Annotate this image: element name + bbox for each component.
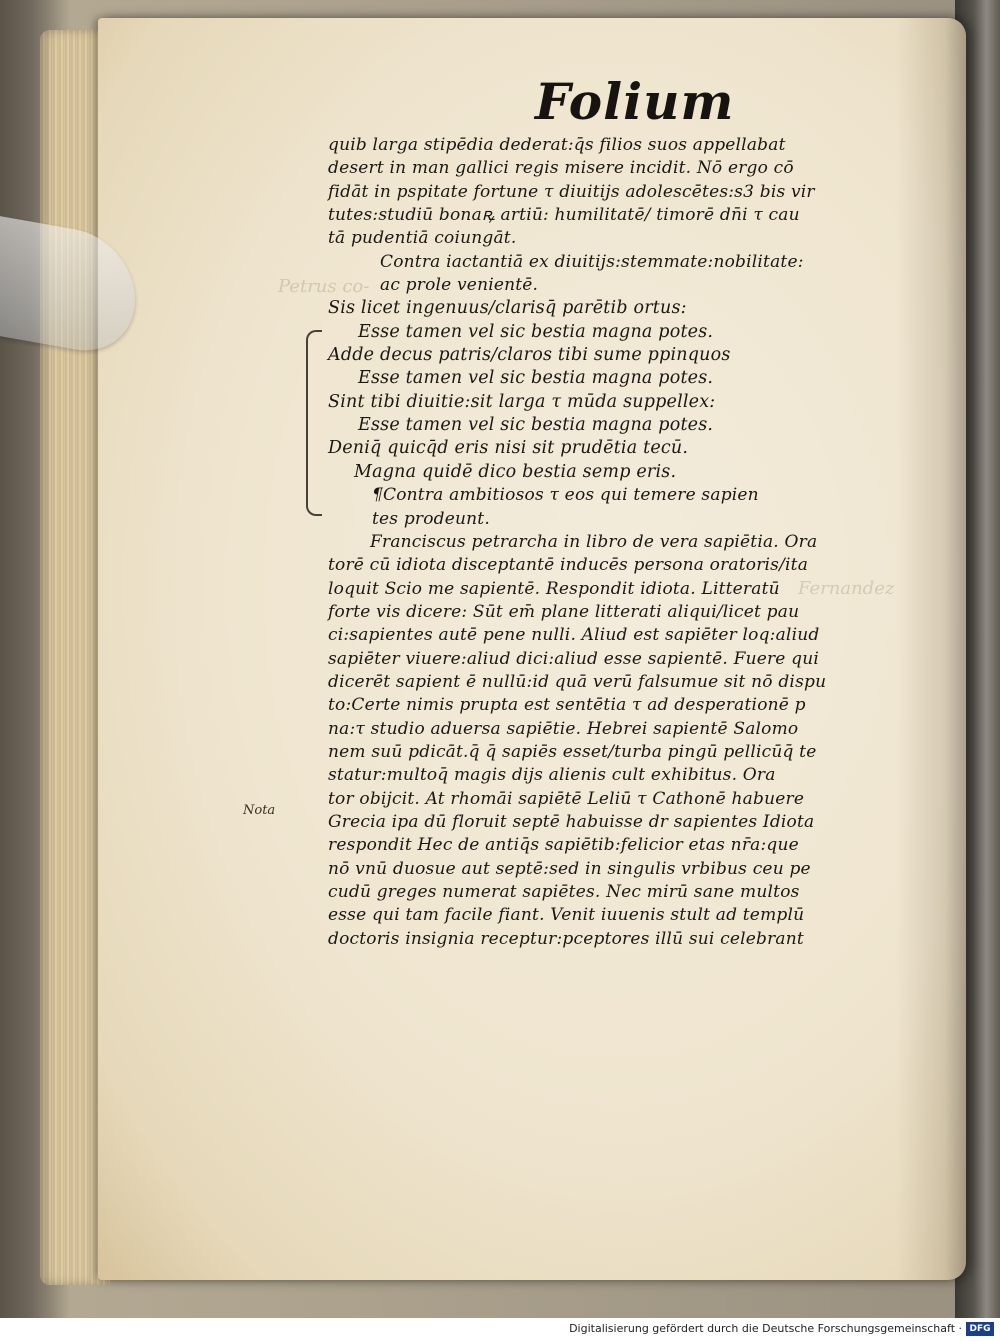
verse-line: Esse tamen vel sic bestia magna potes.: [358, 368, 714, 389]
text-line: na:τ studio aduersa sapiētie. Hebrei sapientē Salomo: [328, 718, 799, 739]
verse-line: Magna quidē dico bestia semp eris.: [354, 461, 677, 482]
text-line: Franciscus petrarcha in libro de vera sapiētia. Ora: [370, 531, 818, 552]
verse-line: Esse tamen vel sic bestia magna potes.: [358, 415, 714, 436]
text-line: desert in man gallici regis misere incidit. Nō ergo cō: [328, 158, 794, 179]
text-line: to:Certe nimis prupta est sentētia τ ad desperationē p: [328, 695, 806, 716]
text-line: esse qui tam facile fiant. Venit iuuenis stult ad templū: [328, 905, 805, 926]
verse-line: Adde decus patris/claros tibi sume ppinquos: [328, 345, 731, 366]
text-line: cudū greges numerat sapiētes. Nec mirū sane multos: [328, 882, 800, 902]
bleed-through-text: Petrus co-: [278, 276, 370, 297]
section-heading-line: ac prole venientē.: [380, 275, 539, 296]
text-line: tutes:studiū bonaꝶ artiū: humilitatē/ timorē dn̄i τ cau: [328, 205, 800, 226]
text-line: fidāt in pspitate fortune τ diuitijs adolescētes:s3 bis vir: [328, 181, 815, 202]
verse-line: Deniq̄ quicq̄d eris nisi sit prudētia tecū.: [328, 438, 689, 459]
text-line: dicerēt sapient ē nullū:id quā verū falsumue sit nō dispu: [328, 671, 827, 692]
footer-bar: [0, 1318, 1000, 1341]
text-column: [318, 134, 878, 951]
text-line: statur:multoq̄ magis dijs alienis cult exhibitus. Ora: [328, 765, 776, 786]
bleed-through-text: Fernandez: [798, 578, 895, 599]
verse-line: Sint tibi diuitie:sit larga τ mūda suppellex:: [328, 391, 716, 412]
text-line: sapiēter viuere:aliud dici:aliud esse sapientē. Fuere qui: [328, 648, 820, 669]
text-line: forte vis dicere: Sūt em̄ plane litterati aliqui/licet pau: [328, 601, 800, 622]
section-heading-line: tes prodeunt.: [372, 508, 490, 529]
text-line: nō vnū duosue aut septē:sed in singulis vrbibus ceu pe: [328, 858, 811, 879]
footer-credit: Digitalisierung gefördert durch die Deutsche Forschungsgemeinschaft ·: [569, 1322, 962, 1335]
text-line: Grecia ipa dū floruit septē habuisse dr sapientes Idiota: [328, 811, 815, 832]
text-line: nem suū pdicāt.q̄ q̄ sapiēs esset/turba pingū pellicūq̄ te: [328, 741, 817, 762]
text-line: loquit Scio me sapientē. Respondit idiota. Litteratū: [328, 578, 780, 599]
dfg-logo: DFG: [966, 1322, 994, 1336]
section-heading-line: ¶Contra ambitiosos τ eos qui temere sapien: [372, 485, 759, 506]
verse-line: Sis licet ingenuus/clarisq̄ parētib ortus:: [328, 298, 687, 319]
text-line: tā pudentiā coiungāt.: [328, 228, 517, 249]
section-heading-line: Contra iactantiā ex diuitijs:stemmate:nobilitate:: [380, 251, 804, 272]
text-line: doctoris insignia receptur:pceptores illū sui celebrant: [328, 928, 804, 949]
text-line: respondit Hec de antiq̄s sapiētib:felicior etas nr̄a:que: [328, 835, 799, 856]
text-line: quib larga stipēdia dederat:q̄s filios suos appellabat: [328, 135, 786, 155]
verse-line: Esse tamen vel sic bestia magna potes.: [358, 321, 714, 342]
marginal-note: Nota: [243, 803, 276, 818]
text-line: torē cū idiota disceptantē inducēs persona oratoris/ita: [328, 555, 809, 576]
text-line: ci:sapientes autē pene nulli. Aliud est sapiēter loq:aliud: [328, 625, 820, 646]
text-line: tor obijcit. At rhomāi sapiētē Leliū τ Cathonē habuere: [328, 788, 805, 809]
page-heading: Folium: [535, 72, 735, 131]
